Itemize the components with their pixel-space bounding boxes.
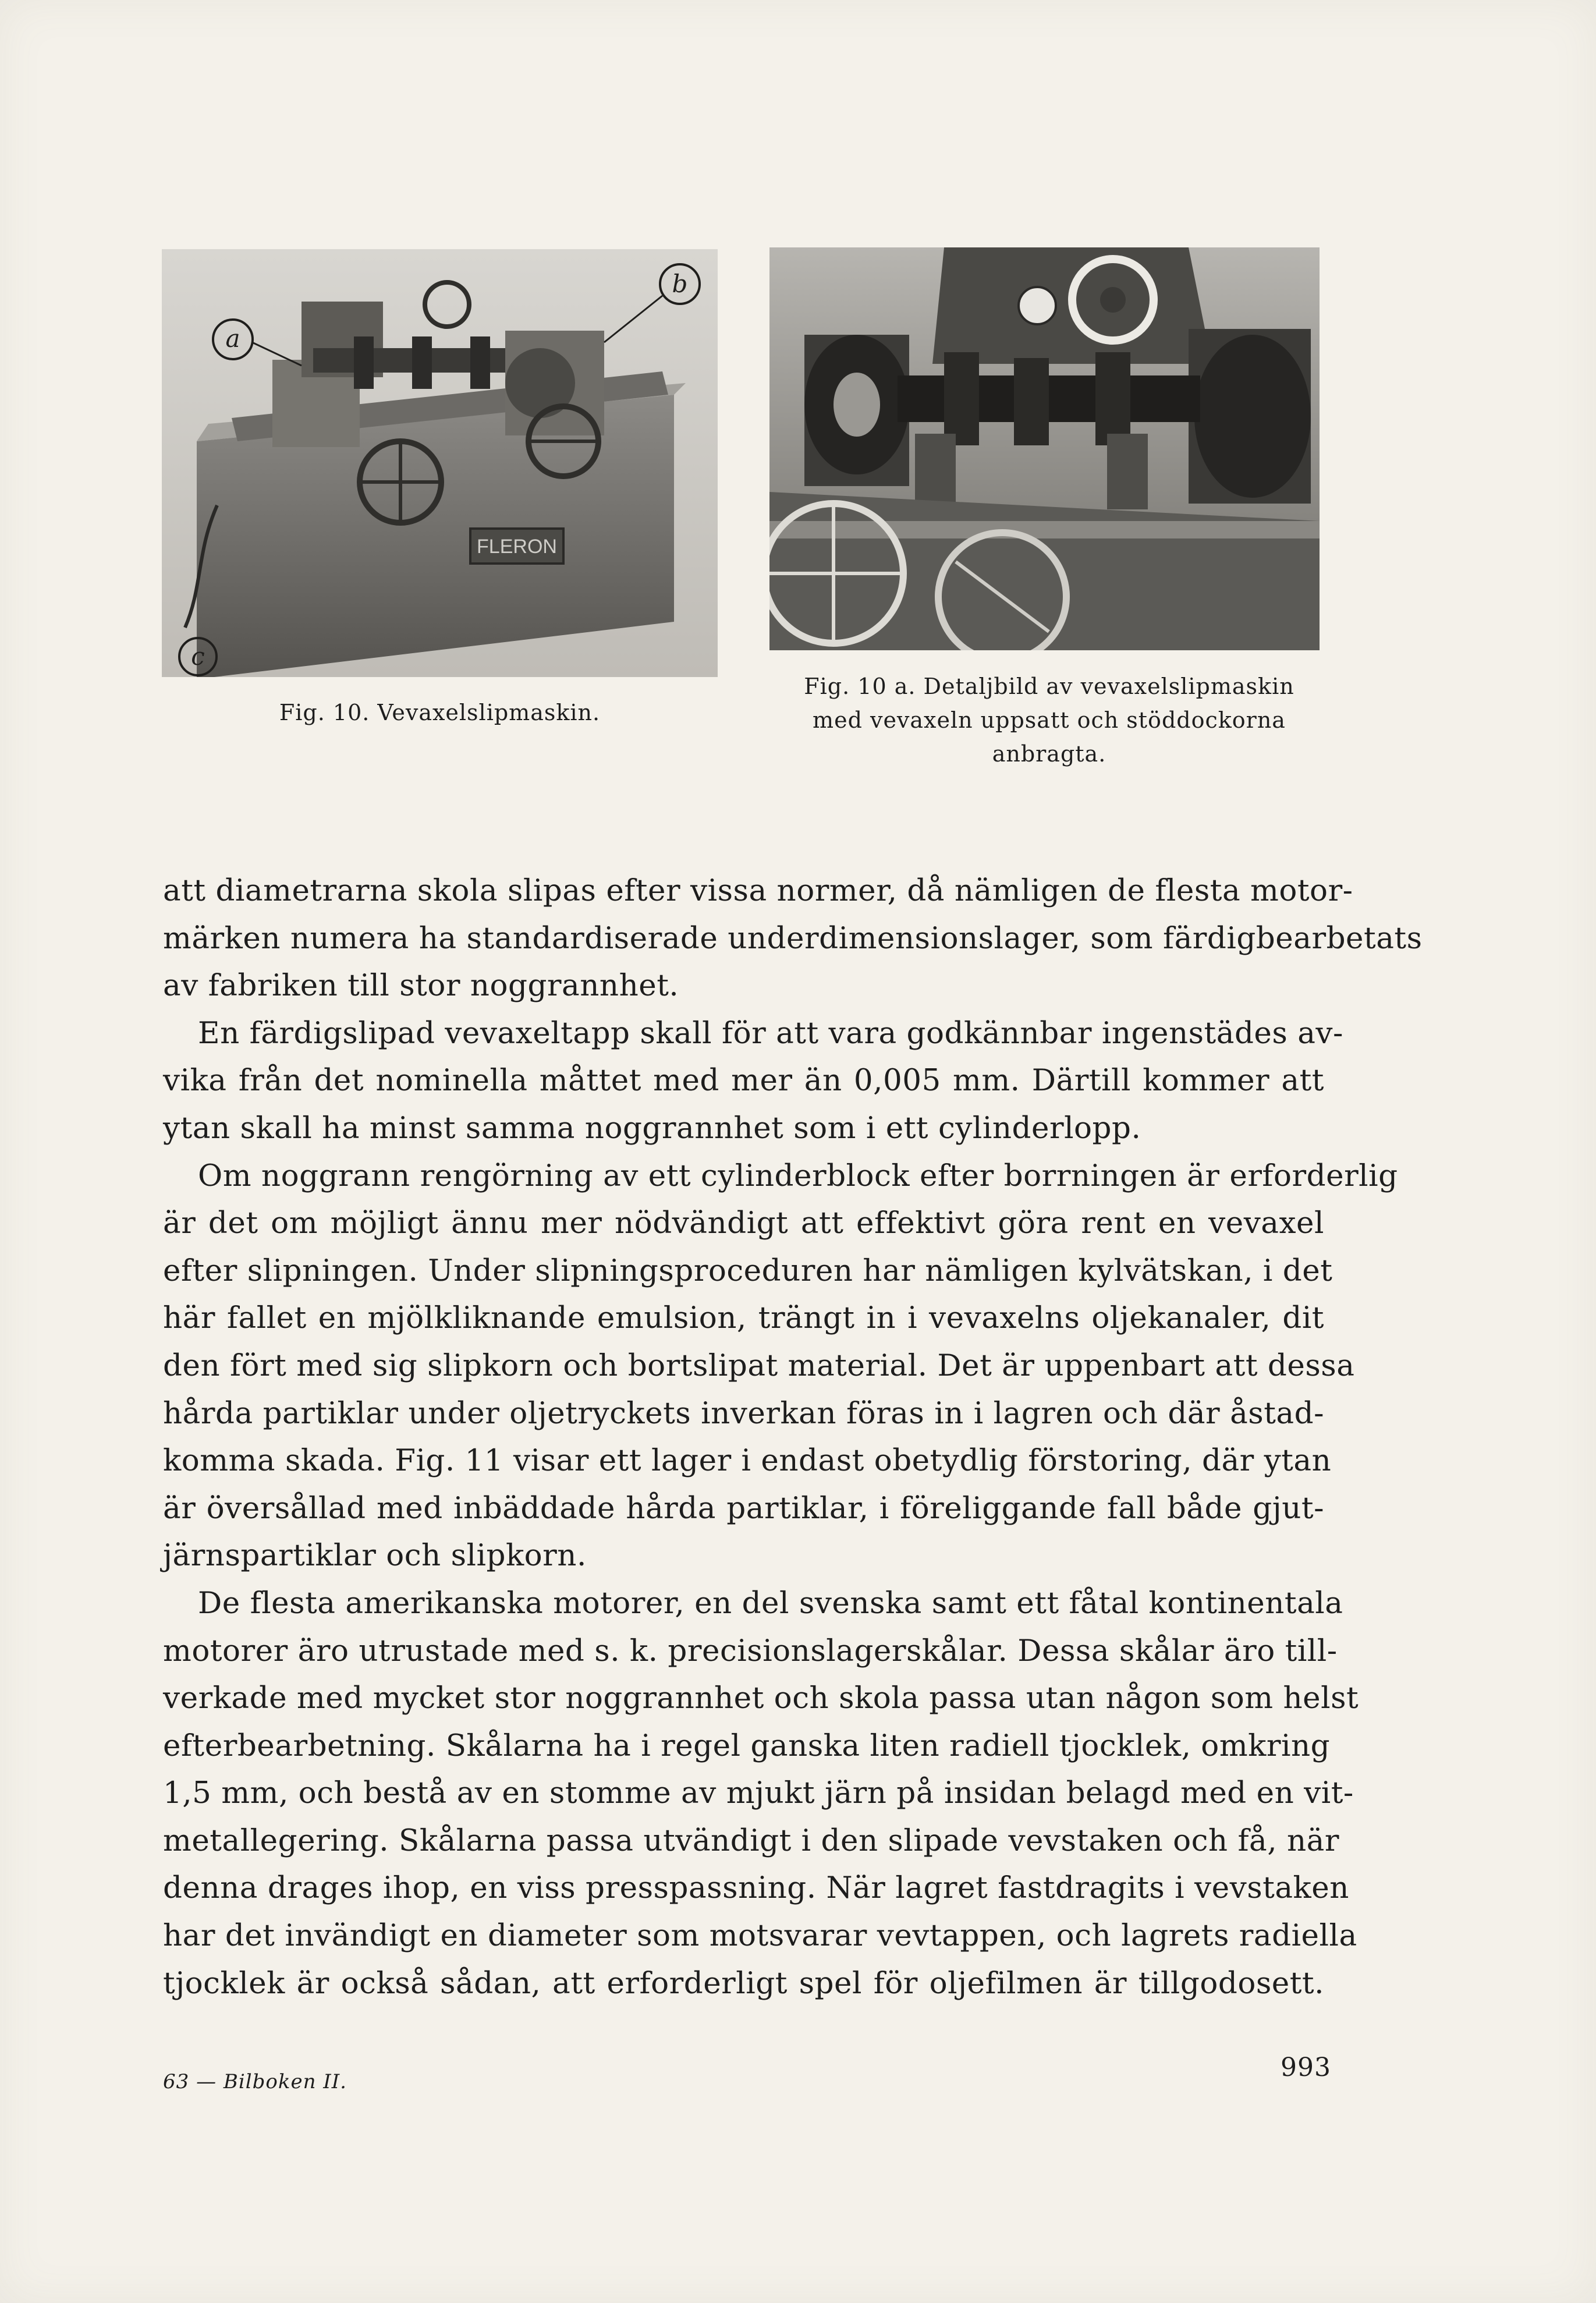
body-text [163,867,1423,2007]
text-line: här fallet en mjölkliknande emulsion, trängt in i vevaxelns oljekanaler, dit [163,1301,1324,1336]
text-line: De flesta amerikanska motorer, en del svenska samt ett fåtal kontinentala [198,1585,1343,1621]
figure-10a-caption-line-3: anbragta. [992,741,1106,767]
paragraph-3 [128,1153,1398,1580]
text-line: En färdigslipad vevaxeltapp skall för att vara godkännbar ingenstädes av- [198,1015,1343,1051]
text-line: efter slipningen. Under slipningsproceduren har nämligen kylvätskan, i det [163,1253,1333,1288]
annotation-a: a [225,324,240,353]
text-line: metallegering. Skålarna passa utvändigt i den slipade vevstaken och få, när [163,1823,1339,1858]
text-line: komma skada. Fig. 11 visar ett lager i endast obetydlig förstoring, där ytan [163,1443,1332,1479]
figure-10-caption [162,696,718,729]
figure-10a-caption-line-1: Fig. 10 a. Detaljbild av vevaxelslipmaskin [804,674,1294,699]
text-line: hårda partiklar under oljetryckets inverkan föras in i lagren och där åstad- [163,1395,1324,1431]
paragraph-4 [128,1580,1359,2007]
annotation-c: c [191,642,205,671]
text-line: är det om möjligt ännu mer nödvändigt att effektivt göra rent en vevaxel [163,1206,1324,1241]
figure-10a-caption [774,669,1324,771]
text-line: av fabriken till stor noggrannhet. [163,968,679,1004]
page-number: 993 [1281,2053,1331,2082]
paragraph-2 [128,1010,1343,1153]
paragraph-1 [163,867,1423,1010]
text-line: järnspartiklar och slipkorn. [163,1538,587,1574]
figure-10a-caption-line-2: med vevaxeln uppsatt och stöddockorna [813,707,1286,733]
text-line: vika från det nominella måttet med mer än 0,005 mm. Därtill kommer att [163,1063,1324,1099]
machine-nameplate: FLERON [477,536,557,558]
text-line: tjocklek är också sådan, att erforderligt spel för oljefilmen är tillgodosett. [163,1965,1324,2001]
figure-10-photo [162,249,718,677]
text-line: har det invändigt en diameter som motsvarar vevtappen, och lagrets radiella [163,1918,1357,1954]
text-line: motorer äro utrustade med s. k. precisionslagerskålar. Dessa skålar äro till- [163,1633,1338,1668]
text-line: 1,5 mm, och bestå av en stomme av mjukt järn på insidan belagd med en vit- [163,1776,1354,1811]
text-line: ytan skall ha minst samma noggrannhet som i ett cylinderlopp. [163,1110,1141,1146]
footer-signature: 63 — Bilboken II. [163,2070,347,2093]
text-line: är översållad med inbäddade hårda partiklar, i föreliggande fall både gjut- [163,1490,1324,1526]
text-line: efterbearbetning. Skålarna ha i regel ganska liten radiell tjocklek, omkring [163,1728,1331,1763]
figure-10a-photo [769,247,1320,650]
text-line: märken numera ha standardiserade underdimensionslager, som färdigbearbetats [163,920,1423,956]
text-line: denna drages ihop, en viss presspassning. När lagret fastdragits i vevstaken [163,1870,1349,1906]
text-line: Om noggrann rengörning av ett cylinderblock efter borrningen är erforderlig [198,1158,1398,1193]
annotation-b: b [672,270,688,298]
text-line: att diametrarna skola slipas efter vissa normer, då nämligen de flesta motor- [163,873,1353,908]
text-line: verkade med mycket stor noggrannhet och skola passa utan någon som helst [163,1681,1359,1716]
figure-10-caption-text: Fig. 10. Vevaxelslipmaskin. [279,700,601,725]
text-line: den fört med sig slipkorn och bortslipat material. Det är uppenbart att dessa [163,1348,1355,1383]
